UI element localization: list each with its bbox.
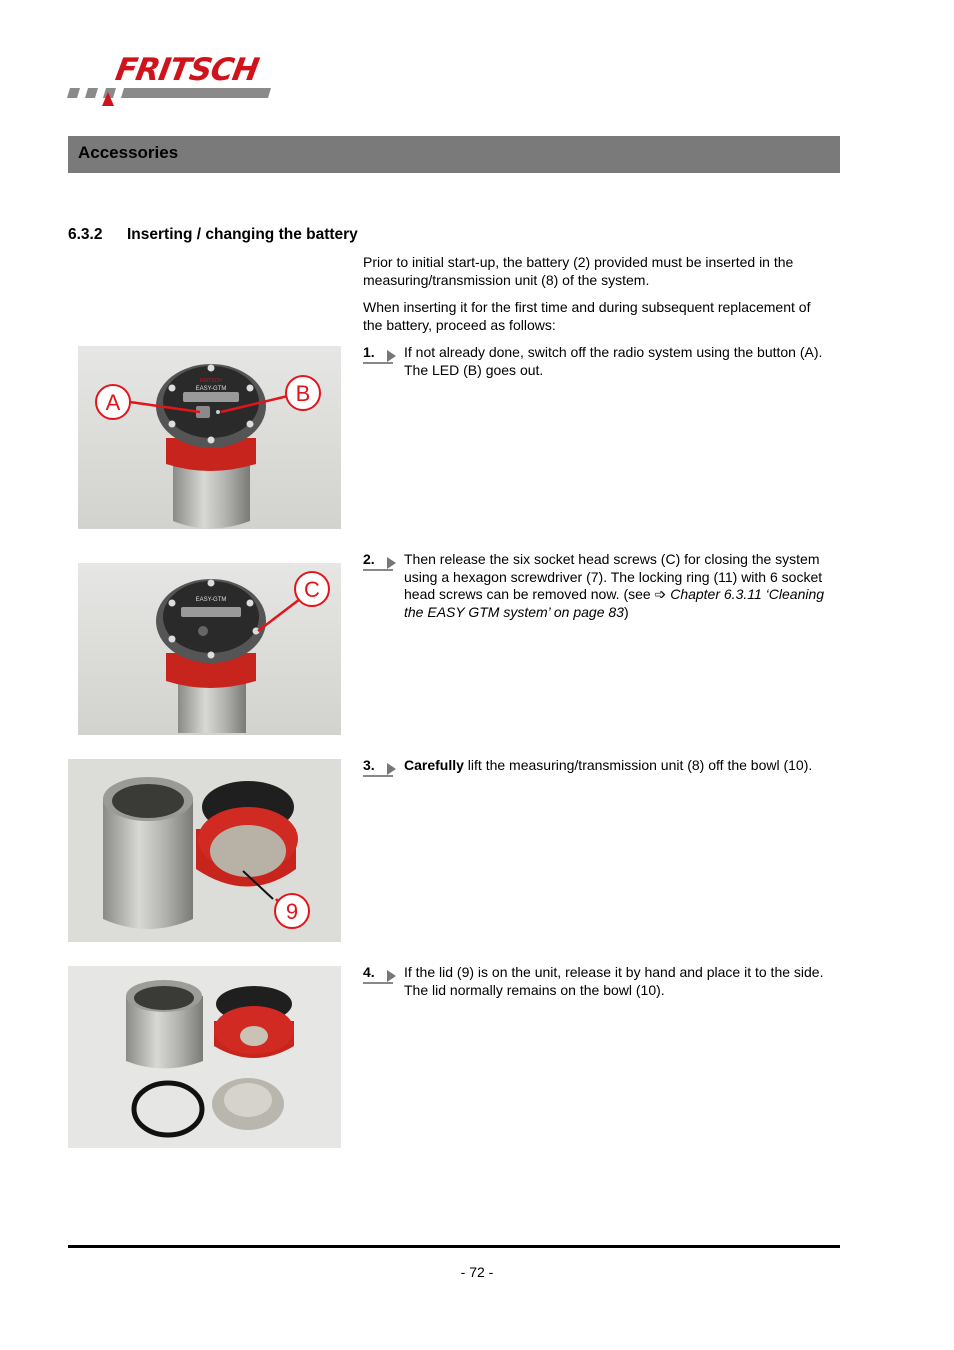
step-marker xyxy=(363,757,399,777)
step-underline xyxy=(363,982,393,984)
logo-stripes xyxy=(66,88,271,98)
step-arrow-icon xyxy=(387,763,396,775)
page-number: - 72 - xyxy=(460,1264,494,1280)
step-number: 1. xyxy=(363,344,375,360)
step-emphasis: Carefully xyxy=(404,757,464,773)
step-text xyxy=(404,757,841,775)
step-underline xyxy=(363,569,393,571)
chapter-link[interactable]: Chapter 6.3.11 ‘Cleaning the EASY GTM system’ on page 83 xyxy=(404,586,825,620)
fritsch-logo xyxy=(66,52,286,112)
step-marker xyxy=(363,551,399,571)
step-number: 2. xyxy=(363,551,375,567)
step-number: 4. xyxy=(363,964,375,980)
step-marker xyxy=(363,964,399,984)
callout-9: 9 xyxy=(285,899,299,924)
footer-rule xyxy=(68,1245,840,1248)
step-text-rest: lift the measuring/transmission unit (8) off the bowl (10). xyxy=(463,757,813,773)
step-text-a: Then release the six socket head screws (C) for closing the system using a hexagon screwdriver (7). The locking ring (11) with 6 socket head screws can be removed now. (see xyxy=(404,551,823,602)
intro-paragraph-1: Prior to initial start-up, the battery (2) provided must be inserted in the measuring/transmission unit (8) of the system. xyxy=(363,254,794,288)
subsection-title: Inserting / changing the battery xyxy=(127,226,358,243)
step-text: If the lid (9) is on the unit, release it by hand and place it to the side. The lid normally remains on the bowl (10). xyxy=(404,964,824,998)
step-underline xyxy=(363,775,393,777)
photo-switch-off-device xyxy=(78,346,341,529)
device-brand-label: FRITSCH xyxy=(200,378,222,384)
step-arrow-icon xyxy=(387,350,396,362)
logo-text: FRITSCH xyxy=(112,52,261,88)
section-header-bar xyxy=(68,136,840,173)
step-marker xyxy=(363,344,399,364)
callout-a: A xyxy=(105,390,121,415)
step-text xyxy=(404,551,841,621)
intro-paragraph-2: When inserting it for the first time and during subsequent replacement of the battery, proceed as follows: xyxy=(363,299,811,333)
logo-triangle-icon xyxy=(102,92,114,106)
step-text-b: ) xyxy=(623,603,629,620)
step-arrow-icon xyxy=(387,970,396,982)
device-name-label: EASY-GTM xyxy=(195,386,227,392)
photo-lift-unit xyxy=(68,759,341,942)
step-underline xyxy=(363,362,393,364)
device-name-label: EASY-GTM xyxy=(195,597,227,603)
callout-c: C xyxy=(304,577,320,602)
photo-release-screws xyxy=(78,563,341,735)
callout-b: B xyxy=(295,381,311,406)
section-title: Accessories xyxy=(78,143,179,162)
step-arrow-icon xyxy=(387,557,396,569)
link-arrow-icon: ➩ xyxy=(654,586,667,602)
subsection-number: 6.3.2 xyxy=(68,226,103,243)
photo-remove-lid xyxy=(68,966,341,1148)
subsection-heading xyxy=(68,226,358,244)
step-text: If not already done, switch off the radio system using the button (A). The LED (B) goes out. xyxy=(404,344,823,378)
step-number: 3. xyxy=(363,757,375,773)
